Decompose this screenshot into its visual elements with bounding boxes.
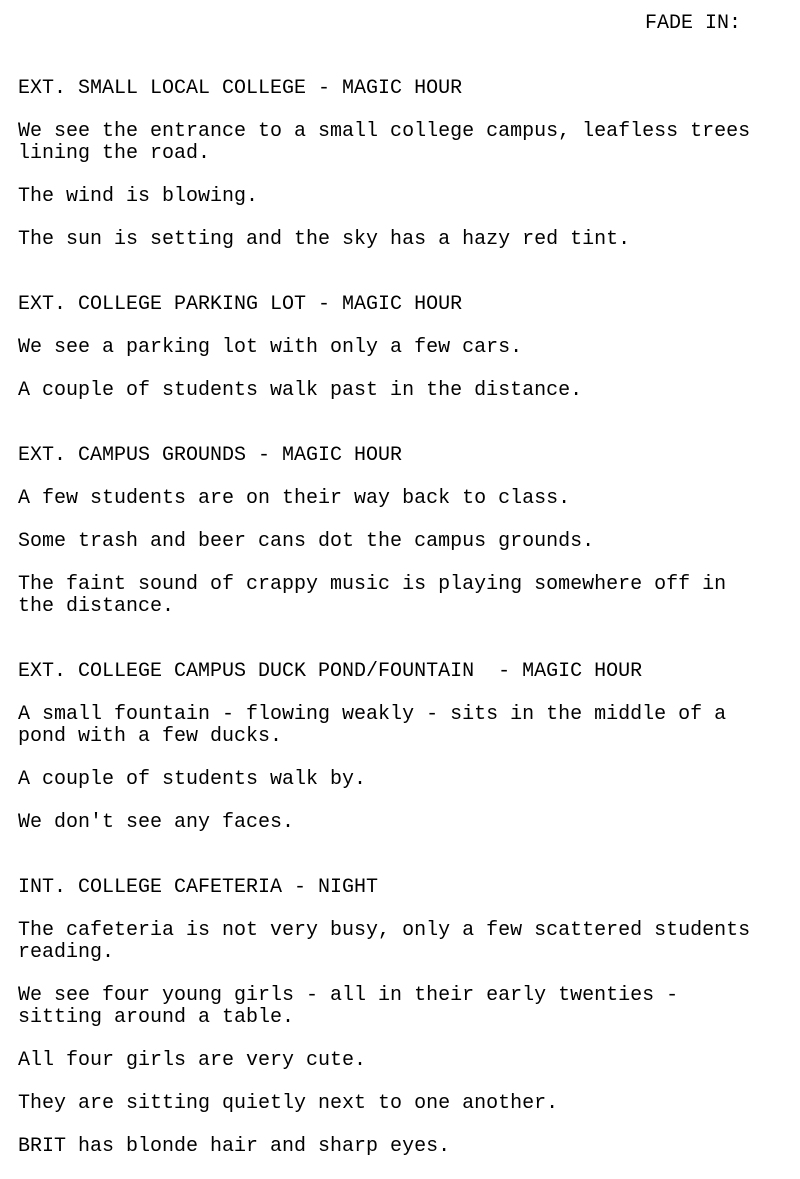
action-line: The sun is setting and the sky has a hazy red tint. (18, 228, 631, 251)
scene (18, 661, 793, 834)
scene-separator (18, 423, 793, 445)
scene-heading: EXT. COLLEGE CAMPUS DUCK POND/FOUNTAIN - MAGIC HOUR (18, 660, 643, 683)
action-line: They are sitting quietly next to one another. (18, 1092, 559, 1115)
scene-heading: EXT. SMALL LOCAL COLLEGE - MAGIC HOUR (18, 77, 463, 100)
action-line: A few students are on their way back to class. (18, 487, 571, 510)
action-line: We see a parking lot with only a few cars. (18, 336, 523, 359)
script-body (18, 78, 793, 1179)
scene-heading: EXT. CAMPUS GROUNDS - MAGIC HOUR (18, 444, 403, 467)
action-line: We see the entrance to a small college campus, leafless trees lining the road. (18, 120, 751, 165)
scene (18, 78, 793, 251)
scene-separator (18, 855, 793, 877)
action-line: The cafeteria is not very busy, only a few scattered students reading. (18, 919, 751, 964)
action-line: A small fountain - flowing weakly - sits in the middle of a pond with a few ducks. (18, 703, 727, 748)
scene (18, 445, 793, 618)
scene-heading: INT. COLLEGE CAFETERIA - NIGHT (18, 876, 379, 899)
scene (18, 877, 793, 1158)
action-line: The wind is blowing. (18, 185, 259, 208)
scene-separator (18, 639, 793, 661)
scene-separator (18, 272, 793, 294)
action-line: Some trash and beer cans dot the campus grounds. (18, 530, 595, 553)
action-line: We see four young girls - all in their early twenties - sitting around a table. (18, 984, 679, 1029)
action-line: All four girls are very cute. (18, 1049, 367, 1072)
action-line: A couple of students walk past in the distance. (18, 379, 583, 402)
action-line: We don't see any faces. (18, 811, 295, 834)
scene-heading: EXT. COLLEGE PARKING LOT - MAGIC HOUR (18, 293, 463, 316)
action-line: A couple of students walk by. (18, 768, 367, 791)
transition-fade-in: FADE IN: (645, 12, 742, 35)
scene (18, 294, 793, 402)
action-line: The faint sound of crappy music is playing somewhere off in the distance. (18, 573, 727, 618)
action-line: BRIT has blonde hair and sharp eyes. (18, 1135, 451, 1158)
